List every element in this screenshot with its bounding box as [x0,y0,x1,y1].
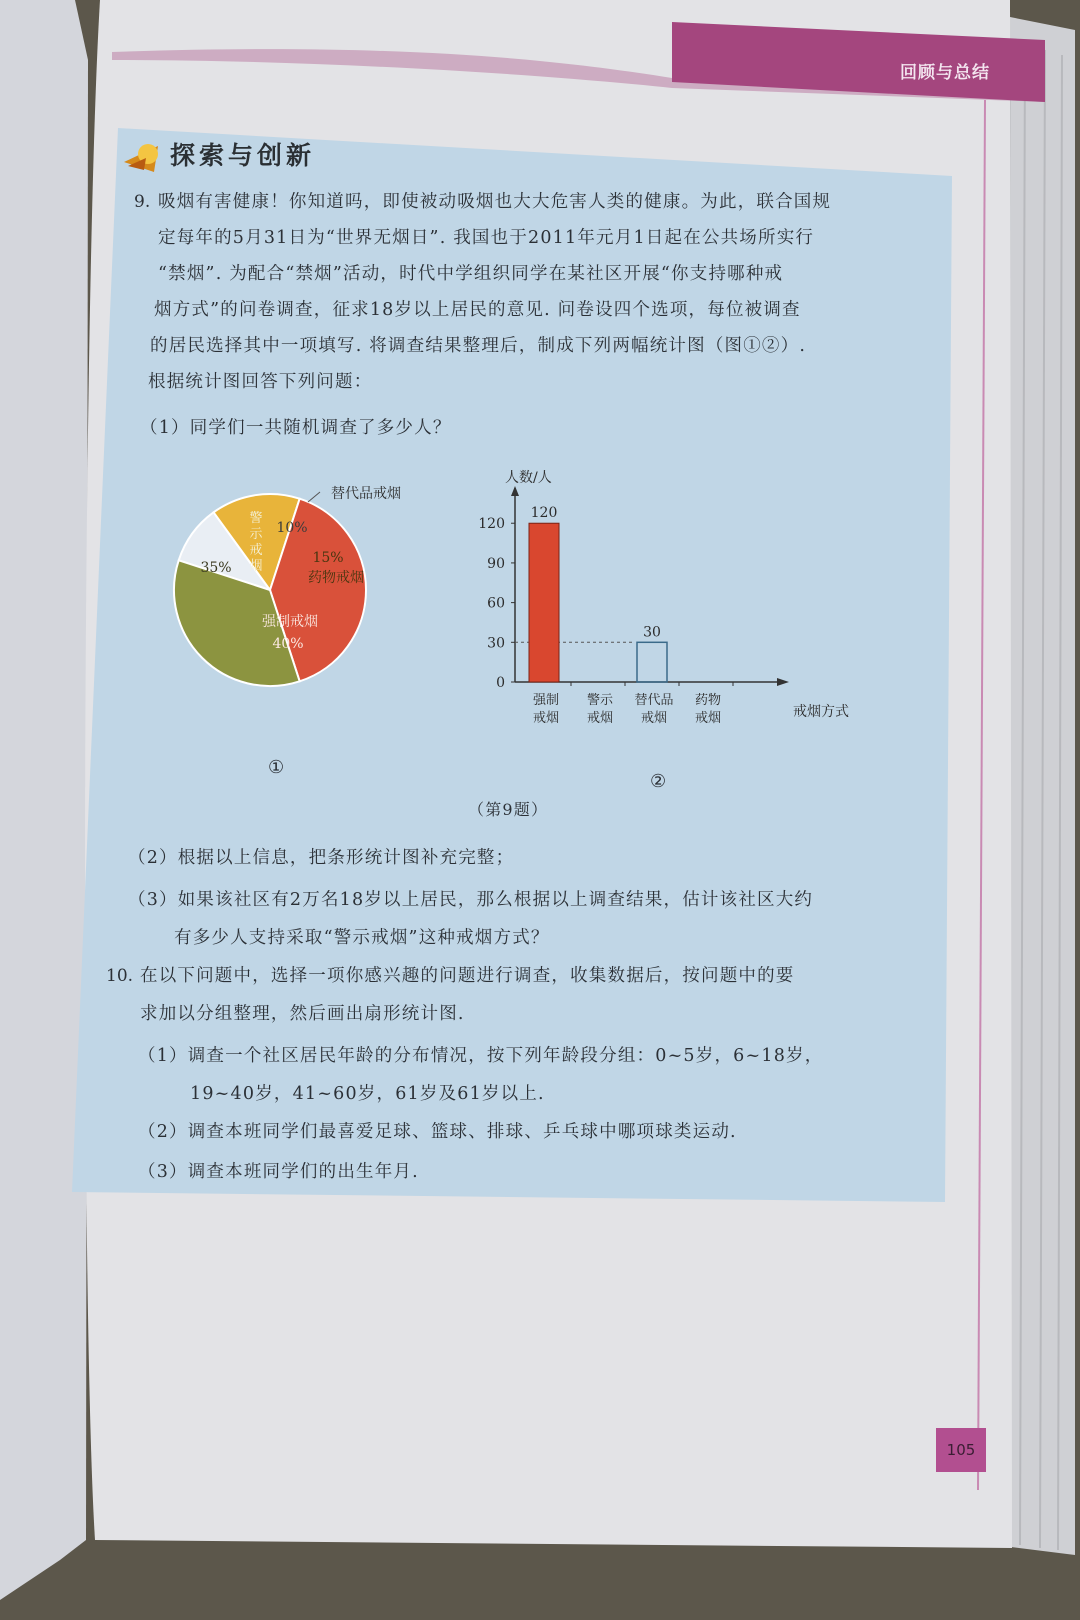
pie-label-substitute: 替代品戒烟 [331,486,401,502]
pie-chart [170,480,440,710]
problem-10-item-3: （3）调查本班同学们的出生年月. [138,1162,419,1182]
pie-figure-label: ① [268,757,286,778]
problem-9-line-3: “禁烟”. 为配合“禁烟”活动，时代中学组织同学在某社区开展“你支持哪种戒 [158,264,784,284]
bar-chart [470,470,849,770]
problem-9-line-6: 根据统计图回答下列问题： [148,372,373,392]
explore-icon [118,132,168,180]
bar-category-label-2-0: 替代品 [634,693,674,708]
problem-10-item-2: （2）调查本班同学们最喜爱足球、篮球、排球、乒乓球中哪项球类运动. [138,1122,737,1142]
problem-9-question-2: （2）根据以上信息，把条形统计图补充完整； [128,848,515,868]
pie-label-warning-char-3: 烟 [249,559,263,574]
bar-category-label-0-0: 强制 [532,693,560,708]
header-title: 回顾与总结 [900,63,990,83]
bar-y-tick-label-0: 0 [496,675,505,691]
bar-y-axis-arrow [511,486,519,496]
bar-category-label-2-1: 戒烟 [640,711,668,726]
problem-9-line-5: 的居民选择其中一项填写. 将调查结果整理后，制成下列两幅统计图（图①②）. [150,336,807,356]
pie-label-warning-char-1: 示 [249,527,263,542]
bar-category-label-3-1: 戒烟 [694,711,722,726]
problem-10-line-1: 在以下问题中，选择一项你感兴趣的问题进行调查，收集数据后，按问题中的要 [140,966,795,986]
pie-label-warning-char-0: 警 [249,511,263,526]
problem-9-number: 9. [134,192,151,212]
pie-percent-force: 40% [272,636,304,652]
pie-percent-substitute: 10% [276,520,308,536]
bar-category-label-0-1: 戒烟 [532,711,560,726]
figure-caption: （第9题） [468,800,549,819]
pie-leader-line [308,492,320,502]
problem-9-question-3-line-1: （3）如果该社区有2万名18岁以上居民，那么根据以上调查结果，估计该社区大约 [128,890,814,910]
bar-0 [529,523,559,682]
bar-y-tick-label-2: 60 [487,595,505,612]
problem-10-item-1-line-2: 19~40岁，41~60岁，61岁及61岁以上. [190,1084,545,1104]
bar-y-tick-label-4: 120 [478,516,505,533]
section-title: 探索与创新 [170,141,316,170]
bar-x-axis-label: 戒烟方式 [793,704,849,720]
problem-9-line-4: 烟方式”的问卷调查，征求18岁以上居民的意见. 问卷设四个选项，每位被调查 [154,300,801,320]
bar-figure-label: ② [650,771,668,792]
bar-y-tick-label-1: 30 [487,635,505,652]
bar-x-axis-arrow [777,678,789,686]
problem-10-item-1-line-1: （1）调查一个社区居民年龄的分布情况，按下列年龄段分组：0~5岁，6~18岁， [138,1046,824,1066]
problem-9-question-1: （1）同学们一共随机调查了多少人？ [140,418,452,438]
bar-category-label-1-1: 戒烟 [586,711,614,726]
bar-y-tick-label-3: 90 [487,555,505,572]
problem-10-line-2: 求加以分组整理，然后画出扇形统计图. [140,1004,465,1024]
bar-2 [637,642,667,682]
page-number: 105 [946,1441,976,1459]
bar-value-label-2: 30 [643,624,661,641]
bar-category-label-1-0: 警示 [586,693,614,708]
problem-9-question-3-line-2: 有多少人支持采取“警示戒烟”这种戒烟方式？ [174,928,550,948]
pie-label-warning-char-2: 戒 [249,543,263,558]
problem-9-line-2: 定每年的5月31日为“世界无烟日”. 我国也于2011年元月1日起在公共场所实行 [158,228,815,248]
pie-percent-warning: 35% [200,560,232,576]
pie-percent-drug: 15% [312,550,344,566]
problem-10-number: 10. [106,966,134,986]
bar-y-axis-label: 人数/人 [505,470,552,486]
problem-9-line-1: 吸烟有害健康！你知道吗，即使被动吸烟也大大危害人类的健康。为此，联合国规 [158,192,832,212]
pie-label-force: 强制戒烟 [262,614,318,630]
pie-label-drug: 药物戒烟 [308,570,364,586]
bar-category-label-3-0: 药物 [694,693,722,708]
bar-value-label-0: 120 [530,505,558,522]
